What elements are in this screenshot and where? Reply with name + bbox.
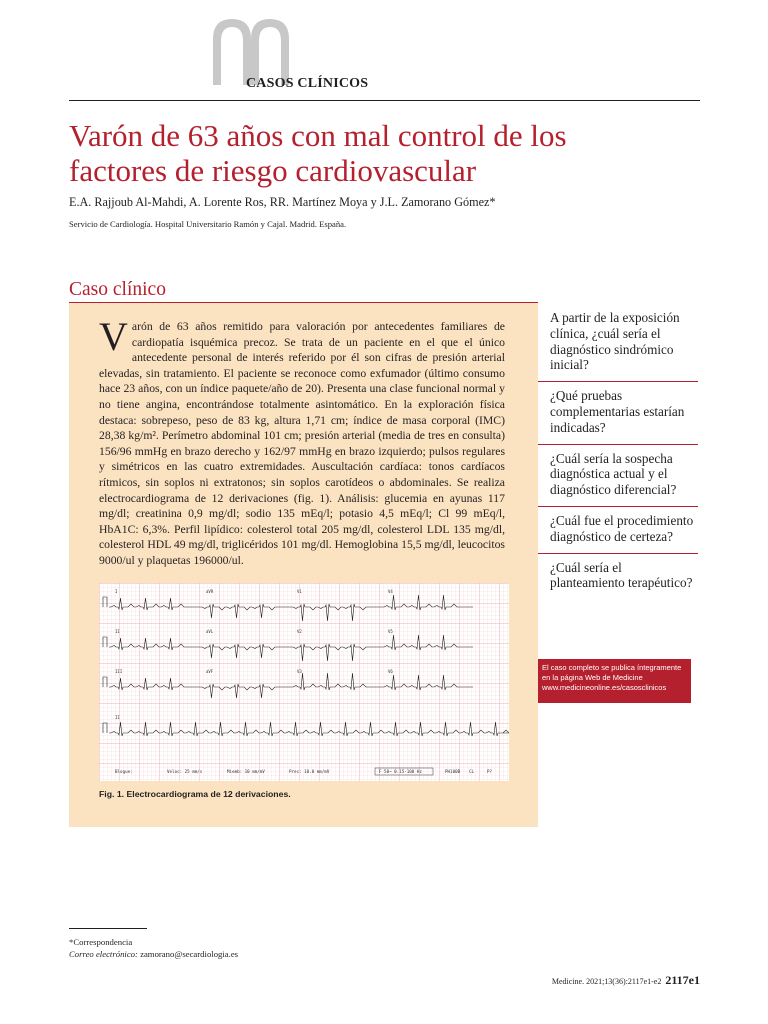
ecg-figure xyxy=(99,583,509,781)
question-2: ¿Qué pruebas complementarias estarían indicadas? xyxy=(538,381,698,443)
ecg-footer-left: Blogue: xyxy=(115,769,133,774)
case-text xyxy=(99,314,505,569)
ecg-lead-label: V1 xyxy=(297,589,302,594)
ecg-footer-amp: Miemb: 10 mm/mV xyxy=(227,769,265,774)
footnote-email[interactable]: zamorano@secardiologia.es xyxy=(137,948,239,959)
authors: E.A. Rajjoub Al-Mahdi, A. Lorente Ros, RR. Martínez Moya y J.L. Zamorano Gómez* xyxy=(69,195,496,209)
ecg-lead-label: aVF xyxy=(206,669,214,674)
footnote-rule xyxy=(69,928,147,929)
header-rule xyxy=(69,100,700,101)
question-4: ¿Cuál fue el procedimiento diagnóstico de certeza? xyxy=(538,506,698,553)
online-notice xyxy=(538,659,691,703)
footnote-email-label: Correo electrónico: xyxy=(69,948,138,959)
page-info xyxy=(552,973,700,988)
notice-link[interactable]: www.medicineonline.es/casosclinicos xyxy=(542,683,667,692)
notice-line-2: en la página Web de Medicine xyxy=(542,673,643,682)
case-heading: Caso clínico xyxy=(69,279,166,300)
figure-caption: Fig. 1. Electrocardiograma de 12 derivaciones. xyxy=(99,789,291,799)
ecg-footer-speed: Veloc: 25 mm/s xyxy=(167,769,203,774)
ecg-footer-filter: F 50~ 0.15-100 Hz xyxy=(379,769,422,774)
ecg-lead-label: aVR xyxy=(206,589,214,594)
ecg-footer-page: P? xyxy=(487,769,493,774)
ecg-lead-label: V3 xyxy=(297,669,302,674)
ecg-lead-label: V6 xyxy=(388,669,393,674)
ecg-lead-label: II xyxy=(115,715,120,720)
ecg-lead-label: V5 xyxy=(388,629,393,634)
section-label: CASOS CLÍNICOS xyxy=(246,76,369,91)
article-title: Varón de 63 años con mal control de los factores de riesgo cardiovascular xyxy=(69,118,567,188)
footnote xyxy=(69,937,238,960)
case-body: arón de 63 años remitido para valoración por antecedentes familiares de cardiopatía isquémica precoz. Se trata de un paciente en el que el único antecedente personal de interés referido por él son cifras de presión arterial elevadas, sin tratamiento. El paciente se reconoce como exfumador (último consumo hace 23 años, con un índice paquete/año de 20). Presenta una clase funcional normal y no tiene angina, encontrándose totalmente asintomático. En la exploración física destaca: sobrepeso, peso de 83 kg, altura 1,71 cm; índice de masa corporal (IMC) 28,38 kg/m². Perímetro abdominal 101 cm; presión arterial (media de tres en consulta) 156/96 mmHg en brazo derecho y 162/97 mmHg en brazo izquierdo; pulsos regulares y simétricos en las cuatro extremidades. Auscultación cardíaca: tonos cardíacos rítmicos, sin soplos ni extratonos; sin soplos carotídeos o abdominales. Se realiza electrocardiograma de 12 derivaciones (fig. 1). Análisis: glucemia en ayunas 117 mg/dl; creatinina 0,9 mg/dl; sodio 135 mEq/l; potasio 4,5 mEq/l; Cl 99 mEq/l, HbA1C: 6,3%. Perfil lipídico: colesterol total 205 mg/dl, colesterol LDL 135 mg/dl, colesterol HDL 49 mg/dl, triglicéridos 101 mg/dl. Hemoglobina 15,5 mg/dl, leucocitos 9000/ul y plaquetas 196000/ul. xyxy=(99,320,505,567)
question-5: ¿Cuál sería el planteamiento terapéutico? xyxy=(538,553,698,600)
ecg-lead-label: V4 xyxy=(388,589,393,594)
notice-line-1: El caso completo se publica íntegramente xyxy=(542,663,682,672)
ecg-lead-label: III xyxy=(115,669,123,674)
ecg-lead-label: V2 xyxy=(297,629,302,634)
footnote-correspondence: *Correspondencia xyxy=(69,937,133,947)
ecg-footer-device: PH100B xyxy=(445,769,461,774)
citation: Medicine. 2021;13(36):2117e1-e2 xyxy=(551,977,662,986)
affiliation: Servicio de Cardiología. Hospital Universitario Ramón y Cajal. Madrid. España. xyxy=(69,219,347,229)
question-3: ¿Cuál sería la sospecha diagnóstica actual y el diagnóstico diferencial? xyxy=(538,444,698,506)
page-number: 2117e1 xyxy=(665,973,700,987)
ecg-lead-label: I xyxy=(115,589,118,594)
ecg-lead-label: aVL xyxy=(206,629,214,634)
question-1: A partir de la exposición clínica, ¿cuál sería el diagnóstico sindrómico inicial? xyxy=(550,310,680,373)
questions-panel xyxy=(538,303,698,599)
ecg-lead-label: II xyxy=(115,629,120,634)
drop-cap: V xyxy=(99,314,128,359)
ecg-footer-prec: Prec: 10.0 mm/mV xyxy=(289,769,330,774)
ecg-footer-cl: CL xyxy=(469,769,475,774)
